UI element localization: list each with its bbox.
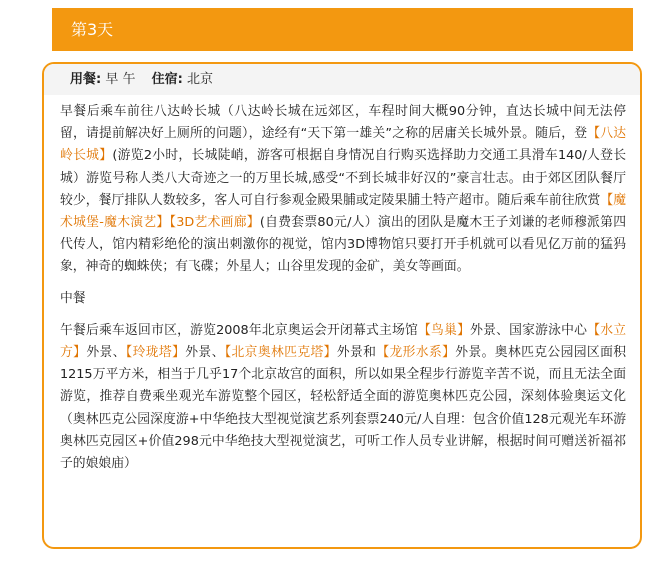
paragraph-text: 早餐后乘车前往八达岭长城（八达岭长城在远郊区，车程时间大概90分钟，直达长城中间无法停留，请提前解决好上厕所的问题），途经有“天下第一雄关”之称的居庸关长城外景。随后，登 xyxy=(60,104,626,142)
birds-nest-link[interactable]: 【鸟巢】 xyxy=(418,322,471,338)
lodging-label: 住宿: xyxy=(151,72,183,87)
dragon-water-system-link[interactable]: 【龙形水系】 xyxy=(376,345,456,361)
itinerary-content xyxy=(44,95,640,475)
badaling-great-wall-link[interactable]: 【八达岭长城】 xyxy=(60,126,627,164)
day-card xyxy=(42,62,642,549)
paragraph-text: 外景、 xyxy=(185,345,225,361)
day-header xyxy=(52,8,633,51)
water-cube-link[interactable]: 【水立方】 xyxy=(60,322,627,361)
day-title: 第3天 xyxy=(71,20,114,39)
magic-castle-link[interactable]: 【魔术城堡-魔木演艺】 xyxy=(60,192,627,231)
lunch-label: 中餐 xyxy=(60,290,86,306)
meals-value: 早 午 xyxy=(105,72,136,87)
olympic-tower-link[interactable]: 【北京奥林匹克塔】 xyxy=(224,345,337,361)
paragraph-text: 外景。奥林匹克公园园区面积1215万平方米，相当于几乎17个北京故宫的面积，所以如果全程步行游览辛苦不说，而且无法全面游览，推荐自费乘坐观光车游览整个园区，轻松舒适全面的游览奥林匹克公园，深刻体验奥运文化（奥林匹克公园深度游+中华绝技大型视觉演艺系列套票240元/人自理：包含价值128元观光车环游奥林匹克园区+价值298元中华绝技大型视觉演艺，可听工作人员专业讲解，根据时间可赠送祈福祁子的娘娘庙） xyxy=(60,345,627,472)
paragraph-text: 外景、 xyxy=(86,345,126,361)
paragraph-text: (游览2小时，长城陡峭，游客可根据自身情况自行购买选择助力交通工具滑车140/人登长城）游览号称人类八大奇迹之一的万里长城,感受“不到长城非好汉的”豪言壮志。由于郊区团队餐厅较少，餐厅排队人数较多，客人可自行参观金殿果脯或定陵果脯土特产超市。随后乘车前往欣赏 xyxy=(60,148,627,208)
morning-paragraph xyxy=(60,101,626,279)
3d-art-gallery-link[interactable]: 【3D艺术画廊】 xyxy=(169,215,260,231)
paragraph-text: 外景和 xyxy=(336,345,377,361)
afternoon-paragraph xyxy=(60,320,626,475)
lodging-value: 北京 xyxy=(186,72,213,87)
paragraph-text: (自费套票80元/人）演出的团队是魔木王子刘谦的老师穆派第四代传人，馆内精彩绝伦的演出刺激你的视觉，馆内3D博物馆只要打开手机就可以看见亿万前的猛犸象，神奇的蜘蛛侠；有飞碟；外星人；山谷里发现的金矿，美女等画面。 xyxy=(60,215,626,275)
meals-label: 用餐: xyxy=(70,72,102,87)
paragraph-text: 午餐后乘车返回市区，游览2008年北京奥运会开闭幕式主场馆 xyxy=(60,322,419,338)
linglong-tower-link[interactable]: 【玲珑塔】 xyxy=(125,345,186,361)
meals-lodging-bar xyxy=(44,64,640,95)
paragraph-text: 外景、国家游泳中心 xyxy=(470,322,588,338)
